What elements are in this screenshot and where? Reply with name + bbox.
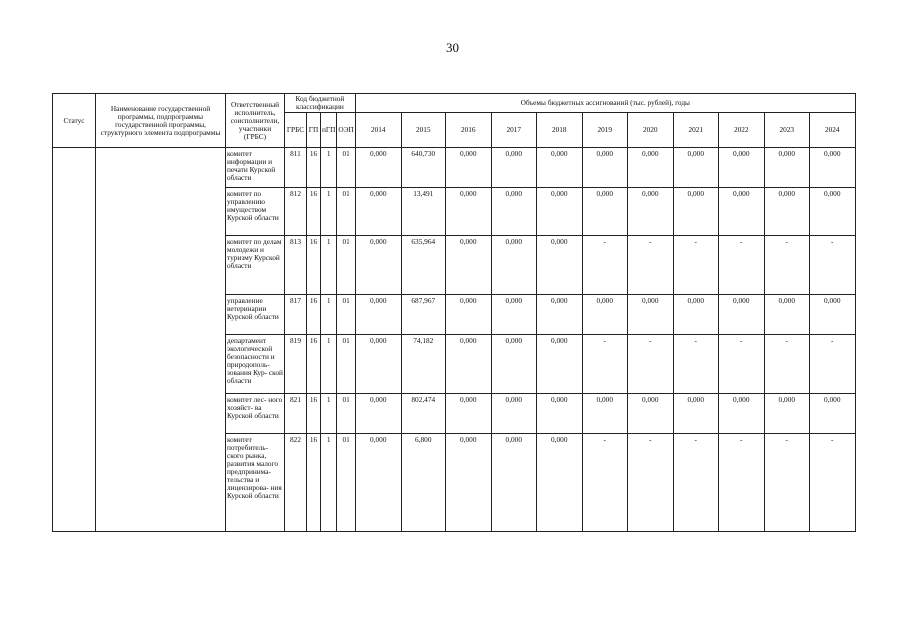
executor-cell: комитет по управлению имуществом Курской области: [226, 188, 285, 236]
value-cell: -: [673, 434, 718, 532]
value-cell: -: [764, 434, 809, 532]
value-cell: 0,000: [491, 188, 536, 236]
header-year: 2023: [764, 113, 809, 148]
grbs-cell: 817: [285, 295, 307, 335]
value-cell: 0,000: [582, 148, 627, 188]
oem-cell: 01: [337, 188, 355, 236]
page-number: 30: [446, 40, 459, 55]
header-name: Наименование государственной программы, подпрограммы государственной программы, структурного элемента подпрограммы: [96, 94, 226, 148]
header-grbs: ГРБС: [285, 113, 307, 148]
header-status: Статус: [53, 94, 96, 148]
value-cell: 0,000: [809, 148, 855, 188]
value-cell: 0,000: [355, 335, 401, 394]
value-cell: 0,000: [764, 188, 809, 236]
value-cell: 0,000: [627, 148, 673, 188]
gp-cell: 16: [307, 295, 321, 335]
oem-cell: 01: [337, 335, 355, 394]
value-cell: 0,000: [764, 394, 809, 434]
value-cell: -: [718, 236, 764, 295]
value-cell: 0,000: [445, 434, 491, 532]
pgp-cell: 1: [321, 148, 337, 188]
header-year: 2020: [627, 113, 673, 148]
value-cell: -: [627, 236, 673, 295]
value-cell: -: [809, 236, 855, 295]
value-cell: 0,000: [764, 148, 809, 188]
value-cell: 0,000: [718, 188, 764, 236]
value-cell: -: [673, 236, 718, 295]
header-year: 2017: [491, 113, 536, 148]
value-cell: 0,000: [764, 295, 809, 335]
value-cell: 0,000: [718, 295, 764, 335]
value-cell: 0,000: [582, 394, 627, 434]
grbs-cell: 811: [285, 148, 307, 188]
value-cell: 0,000: [445, 394, 491, 434]
value-cell: -: [718, 434, 764, 532]
gp-cell: 16: [307, 434, 321, 532]
value-cell: 0,000: [673, 188, 718, 236]
grbs-cell: 812: [285, 188, 307, 236]
value-cell: 0,000: [355, 295, 401, 335]
value-cell: -: [718, 335, 764, 394]
header-year: 2015: [401, 113, 445, 148]
value-cell: 687,967: [401, 295, 445, 335]
header-year: 2022: [718, 113, 764, 148]
header-year: 2016: [445, 113, 491, 148]
value-cell: 0,000: [627, 188, 673, 236]
header-oem: ОЭП: [337, 113, 355, 148]
value-cell: 0,000: [673, 394, 718, 434]
pgp-cell: 1: [321, 335, 337, 394]
grbs-cell: 819: [285, 335, 307, 394]
grbs-cell: 821: [285, 394, 307, 434]
value-cell: 0,000: [355, 236, 401, 295]
value-cell: 0,000: [355, 188, 401, 236]
executor-cell: управление ветеринарии Курской области: [226, 295, 285, 335]
value-cell: 0,000: [718, 148, 764, 188]
value-cell: 0,000: [536, 148, 582, 188]
value-cell: 0,000: [627, 394, 673, 434]
value-cell: 0,000: [536, 236, 582, 295]
value-cell: 0,000: [355, 148, 401, 188]
value-cell: 640,730: [401, 148, 445, 188]
header-budget-code: Код бюджетной классификации: [285, 94, 356, 113]
pgp-cell: 1: [321, 434, 337, 532]
pgp-cell: 1: [321, 236, 337, 295]
value-cell: 0,000: [355, 394, 401, 434]
value-cell: -: [582, 236, 627, 295]
pgp-cell: 1: [321, 295, 337, 335]
value-cell: 74,182: [401, 335, 445, 394]
value-cell: -: [809, 434, 855, 532]
header-executor: Ответственный исполнитель, соисполнители, участники (ГРБС): [226, 94, 285, 148]
value-cell: 0,000: [718, 394, 764, 434]
header-year: 2018: [536, 113, 582, 148]
value-cell: 0,000: [445, 335, 491, 394]
value-cell: 0,000: [445, 188, 491, 236]
oem-cell: 01: [337, 148, 355, 188]
value-cell: 0,000: [536, 188, 582, 236]
header-year: 2014: [355, 113, 401, 148]
value-cell: 0,000: [491, 236, 536, 295]
value-cell: 0,000: [536, 434, 582, 532]
value-cell: 0,000: [491, 394, 536, 434]
executor-cell: комитет информации и печати Курской области: [226, 148, 285, 188]
value-cell: 0,000: [491, 148, 536, 188]
value-cell: 6,800: [401, 434, 445, 532]
oem-cell: 01: [337, 236, 355, 295]
value-cell: -: [673, 335, 718, 394]
status-cell: [53, 148, 96, 532]
header-gp: ГП: [307, 113, 321, 148]
value-cell: 635,964: [401, 236, 445, 295]
budget-table: [52, 93, 856, 532]
header-year: 2024: [809, 113, 855, 148]
gp-cell: 16: [307, 335, 321, 394]
value-cell: 0,000: [491, 434, 536, 532]
name-cell: [96, 148, 226, 532]
value-cell: -: [627, 335, 673, 394]
value-cell: 0,000: [536, 335, 582, 394]
pgp-cell: 1: [321, 188, 337, 236]
value-cell: 0,000: [582, 188, 627, 236]
value-cell: 0,000: [445, 236, 491, 295]
grbs-cell: 822: [285, 434, 307, 532]
oem-cell: 01: [337, 434, 355, 532]
value-cell: 13,491: [401, 188, 445, 236]
executor-cell: комитет потребитель- ского рынка, развития малого предпринима- тельства и лицензирова- ния Курской области: [226, 434, 285, 532]
value-cell: 0,000: [673, 148, 718, 188]
value-cell: -: [582, 335, 627, 394]
table-row: [53, 148, 856, 188]
header-year: 2019: [582, 113, 627, 148]
header-year: 2021: [673, 113, 718, 148]
oem-cell: 01: [337, 295, 355, 335]
value-cell: 0,000: [445, 295, 491, 335]
value-cell: 0,000: [673, 295, 718, 335]
pgp-cell: 1: [321, 394, 337, 434]
value-cell: -: [809, 335, 855, 394]
executor-cell: комитет лес- ного хозяйст- ва Курской области: [226, 394, 285, 434]
value-cell: 0,000: [536, 394, 582, 434]
header-pgp: пГП: [321, 113, 337, 148]
value-cell: -: [764, 236, 809, 295]
gp-cell: 16: [307, 394, 321, 434]
value-cell: 802,474: [401, 394, 445, 434]
executor-cell: департамент экологической безопасности и природополь- зования Кур- ской области: [226, 335, 285, 394]
value-cell: -: [582, 434, 627, 532]
value-cell: 0,000: [809, 295, 855, 335]
value-cell: 0,000: [355, 434, 401, 532]
value-cell: 0,000: [627, 295, 673, 335]
value-cell: 0,000: [491, 335, 536, 394]
gp-cell: 16: [307, 188, 321, 236]
value-cell: -: [764, 335, 809, 394]
gp-cell: 16: [307, 148, 321, 188]
value-cell: 0,000: [809, 394, 855, 434]
executor-cell: комитет по делам молодежи и туризму Курской области: [226, 236, 285, 295]
value-cell: 0,000: [445, 148, 491, 188]
header-volumes: Объемы бюджетных ассигнований (тыс. рублей), годы: [355, 94, 855, 113]
gp-cell: 16: [307, 236, 321, 295]
value-cell: -: [627, 434, 673, 532]
value-cell: 0,000: [582, 295, 627, 335]
value-cell: 0,000: [536, 295, 582, 335]
oem-cell: 01: [337, 394, 355, 434]
grbs-cell: 813: [285, 236, 307, 295]
value-cell: 0,000: [491, 295, 536, 335]
value-cell: 0,000: [809, 188, 855, 236]
